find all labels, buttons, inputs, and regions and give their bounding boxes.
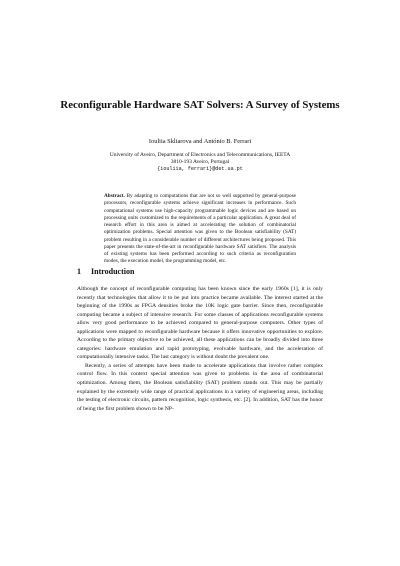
author-affiliation [70, 152, 330, 174]
paper-title: Reconfigurable Hardware SAT Solvers: A Survey of Systems [60, 99, 340, 111]
section-heading [77, 267, 327, 277]
body-paragraph: Although the concept of reconfigurable computing has been known since the early 1960s [1], it is only recently that technologies that allow it to be put into practice became available. The interest started at the beginning of the 1990s as FPGA densities broke the 10K logic gate barrier. Since then, reconfigurable computing became a subject of intensive research. For some classes of applications reconfigurable systems allow very good performance to be achieved compared to general-purpose computers. Other types of applications were mapped to reconfigurable hardware because it offers innovative opportunities to explore. According to the primary objective to be achieved, all these applications can be broadly divided into three categories: hardware emulation and rapid prototyping, evolvable hardware, and the acceleration of computationally intensive tasks. The last category is without doubt the prevalent one. [77, 286, 323, 361]
abstract-text: By adapting to computations that are not so well supported by general-purpose processors, reconfigurable systems achieve significant increases in performance. Such computational systems use high-capacity programmable logic devices and are based on processing units customized to the requirements of a particular application. A great deal of research effort in this area is aimed at accelerating the solution of combinatorial optimization problems. Special attention was given to the Boolean satisfiability (SAT) problem resulting in a considerable number of different architectures being proposed. This paper presents the state-of-the-art in reconfigurable hardware SAT satisfiers. The analysis of existing systems has been performed according to such criteria as reconfiguration modes, the execution model, the programming model, etc. [104, 193, 297, 265]
abstract-label: Abstract. [104, 193, 125, 199]
paper-authors: Iouliia Skliarova and António B. Ferrari [148, 138, 252, 145]
section-title: Introduction [91, 267, 135, 276]
section-number: 1 [77, 267, 81, 276]
section-body [77, 285, 323, 413]
body-paragraph: Recently, a series of attempts have been made to accelerate applications that involve rather complex control flow. In this context special attention was given to problems in the area of combinatorial optimization. Among them, the Boolean satisfiability (SAT) problem stands out. This may be partially explained by the extremely wide range of practical applications in a variety of engineering areas, including the testing of electronic circuits, pattern recognition, logic synthesis, etc. [2]. In addition, SAT has the honor of being the first problem shown to be NP- [77, 362, 323, 412]
abstract [104, 193, 296, 266]
affiliation-email: {iouliia, ferrari}@det.ua.pt [157, 166, 243, 173]
affiliation-institution: University of Aveiro, Department of Electronics and Telecommunications, IEETA [109, 152, 291, 158]
affiliation-address: 3810-193 Aveiro, Portugal [170, 159, 230, 166]
